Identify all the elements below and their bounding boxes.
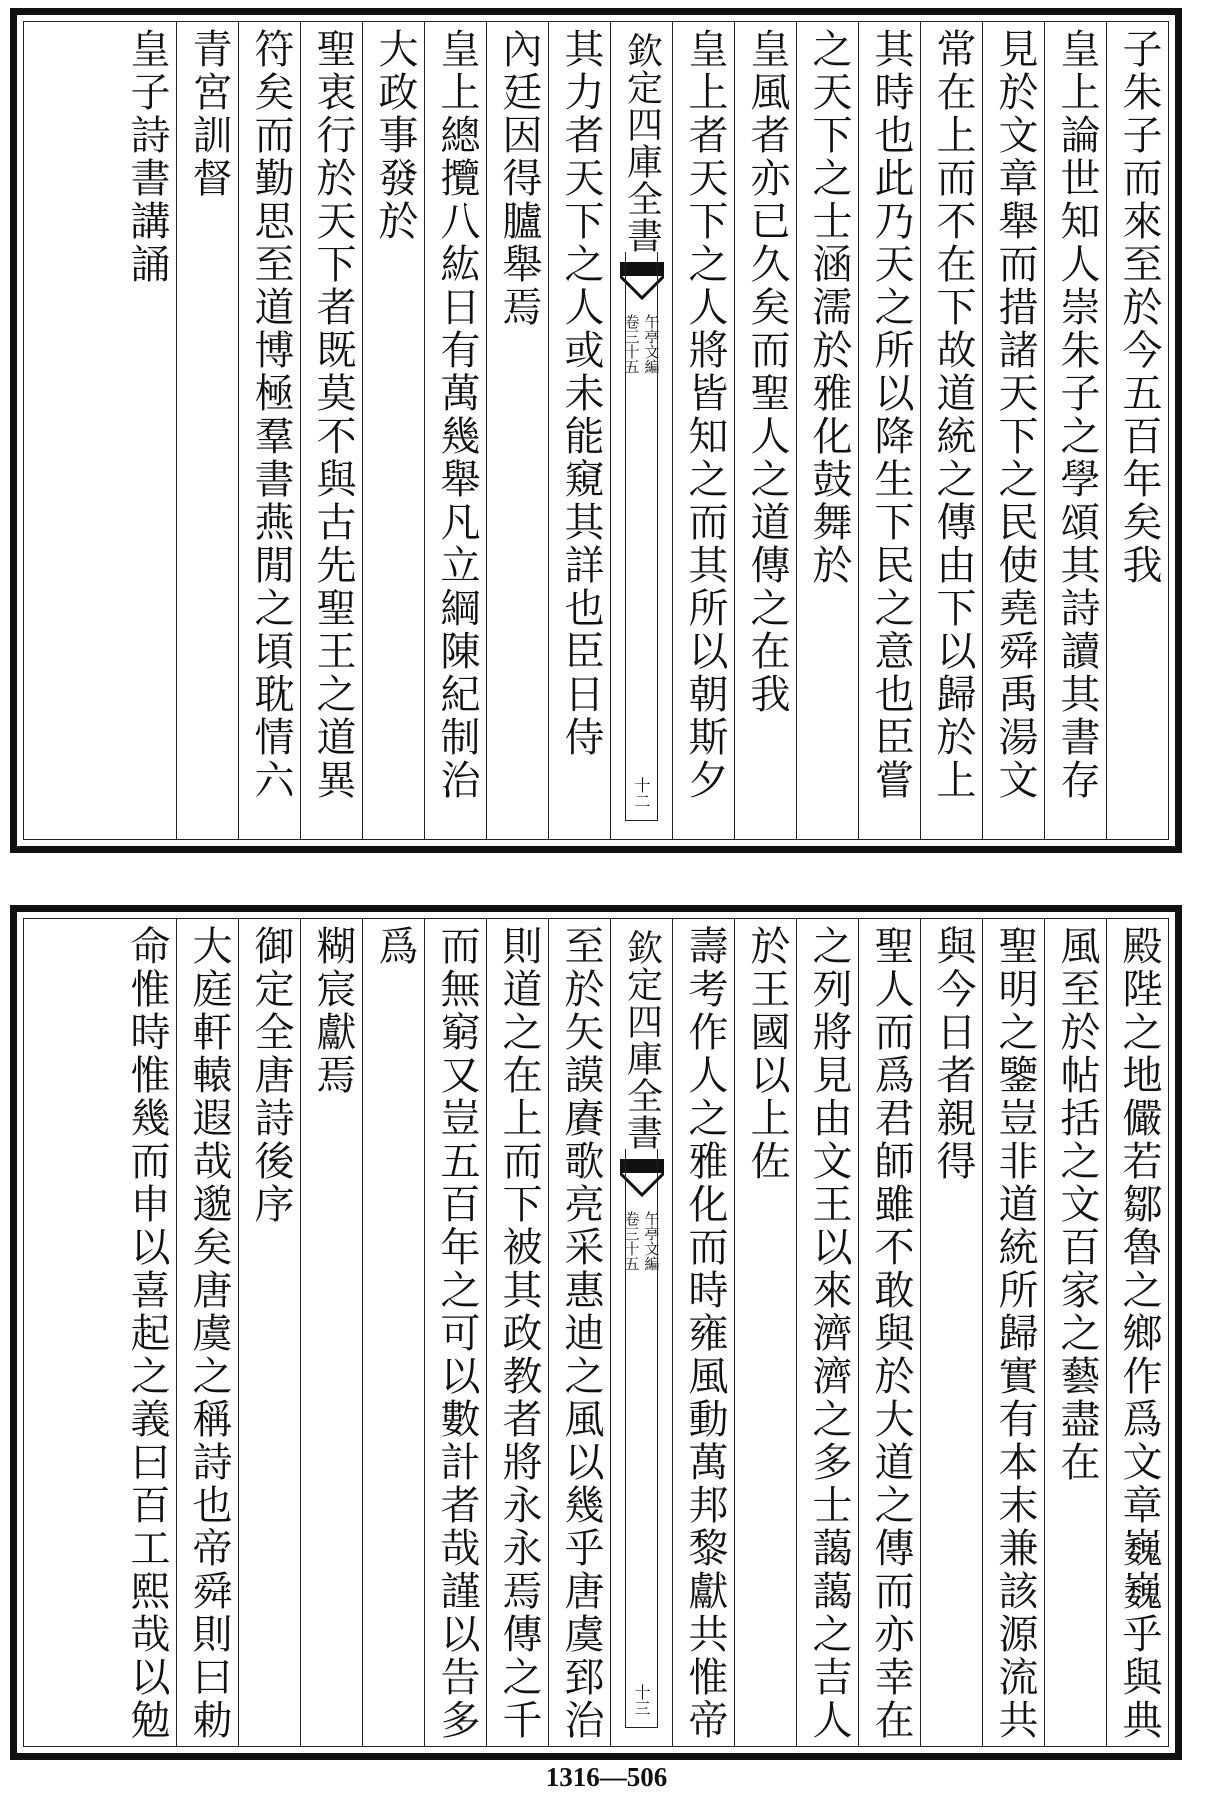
text-column: 其時也此乃天之所以降生下民之意也臣嘗 [858, 22, 920, 839]
top-page-frame [23, 21, 1169, 840]
fish-tail-ornament [620, 262, 664, 308]
text-column: 爲 [362, 919, 424, 1746]
bottom-page-frame [23, 918, 1169, 1747]
text-column: 皇上論世知人崇朱子之學頌其詩讀其書存 [1044, 22, 1106, 839]
text-column: 而無窮又豈五百年之可以數計者哉謹以告多 [424, 919, 486, 1746]
text-column: 之列將見由文王以來濟濟之多士藹藹之吉人 [796, 919, 858, 1746]
book-title: 午亭文編 [642, 1211, 661, 1271]
top-page [10, 8, 1182, 853]
text-column: 殿陛之地儼若鄒魯之鄉作爲文章巍巍乎與典 [1106, 919, 1168, 1746]
text-column: 風至於帖括之文百家之藝盡在 [1044, 919, 1106, 1746]
library-title: 欽定四庫全書 [621, 32, 663, 254]
text-column: 之天下之士涵濡於雅化鼓舞於 [796, 22, 858, 839]
text-column: 於王國以上佐 [734, 919, 796, 1746]
text-column: 聖人而爲君師雖不敢與於大道之傳而亦幸在 [858, 919, 920, 1746]
text-column: 皇上者天下之人將皆知之而其所以朝斯夕 [672, 22, 734, 839]
text-column: 符矣而勤思至道博極羣書燕閒之頃耽情六 [238, 22, 300, 839]
text-column: 子朱子而來至於今五百年矣我 [1106, 22, 1168, 839]
text-column: 皇子詩書講誦 [124, 28, 170, 286]
text-column: 內廷因得臚舉焉 [486, 22, 548, 839]
text-column: 聖明之鑒豈非道統所歸實有本末兼該源流共 [982, 919, 1044, 1746]
center-spine [610, 22, 672, 839]
text-column: 皇上總攬八紘日有萬幾舉凡立綱陳紀制治 [424, 22, 486, 839]
text-column: 青宮訓督 [176, 22, 238, 839]
text-column: 大庭軒轅遐哉邈矣唐虞之稱詩也帝舜則曰勅 [176, 919, 238, 1746]
book-title-volume [623, 1211, 661, 1271]
text-column: 聖衷行於天下者既莫不與古先聖王之道異 [300, 22, 362, 839]
text-column: 御定全唐詩後序 [238, 919, 300, 1746]
library-title: 欽定四庫全書 [621, 929, 663, 1151]
text-column: 大政事發於 [362, 22, 424, 839]
text-column: 與今日者親得 [920, 919, 982, 1746]
volume-number: 卷三十五 [622, 1211, 641, 1271]
text-column: 皇風者亦已久矣而聖人之道傳之在我 [734, 22, 796, 839]
volume-number: 卷三十五 [622, 314, 641, 374]
fish-tail-ornament [620, 1159, 664, 1205]
text-column: 其力者天下之人或未能窺其詳也臣日侍 [548, 22, 610, 839]
page-footer-number: 1316—506 [545, 1762, 668, 1792]
text-column: 糊宸獻焉 [300, 919, 362, 1746]
text-column: 壽考作人之雅化而時雍風動萬邦黎獻共惟帝 [672, 919, 734, 1746]
page-number: 十三 [632, 1684, 651, 1716]
text-column: 至於矢謨賡歌亮采惠迪之風以幾乎唐虞郅治 [548, 919, 610, 1746]
bottom-page [10, 905, 1182, 1760]
book-title: 午亭文編 [642, 314, 661, 374]
center-spine [610, 919, 672, 1746]
book-title-volume [623, 314, 661, 374]
text-column: 見於文章舉而措諸天下之民使堯舜禹湯文 [982, 22, 1044, 839]
text-column: 常在上而不在下故道統之傳由下以歸於上 [920, 22, 982, 839]
text-column: 則道之在上而下被其政教者將永永焉傳之千 [486, 919, 548, 1746]
page-number: 十二 [632, 777, 651, 809]
text-column: 命惟時惟幾而申以喜起之義曰百工熙哉以勉 [124, 925, 170, 1742]
